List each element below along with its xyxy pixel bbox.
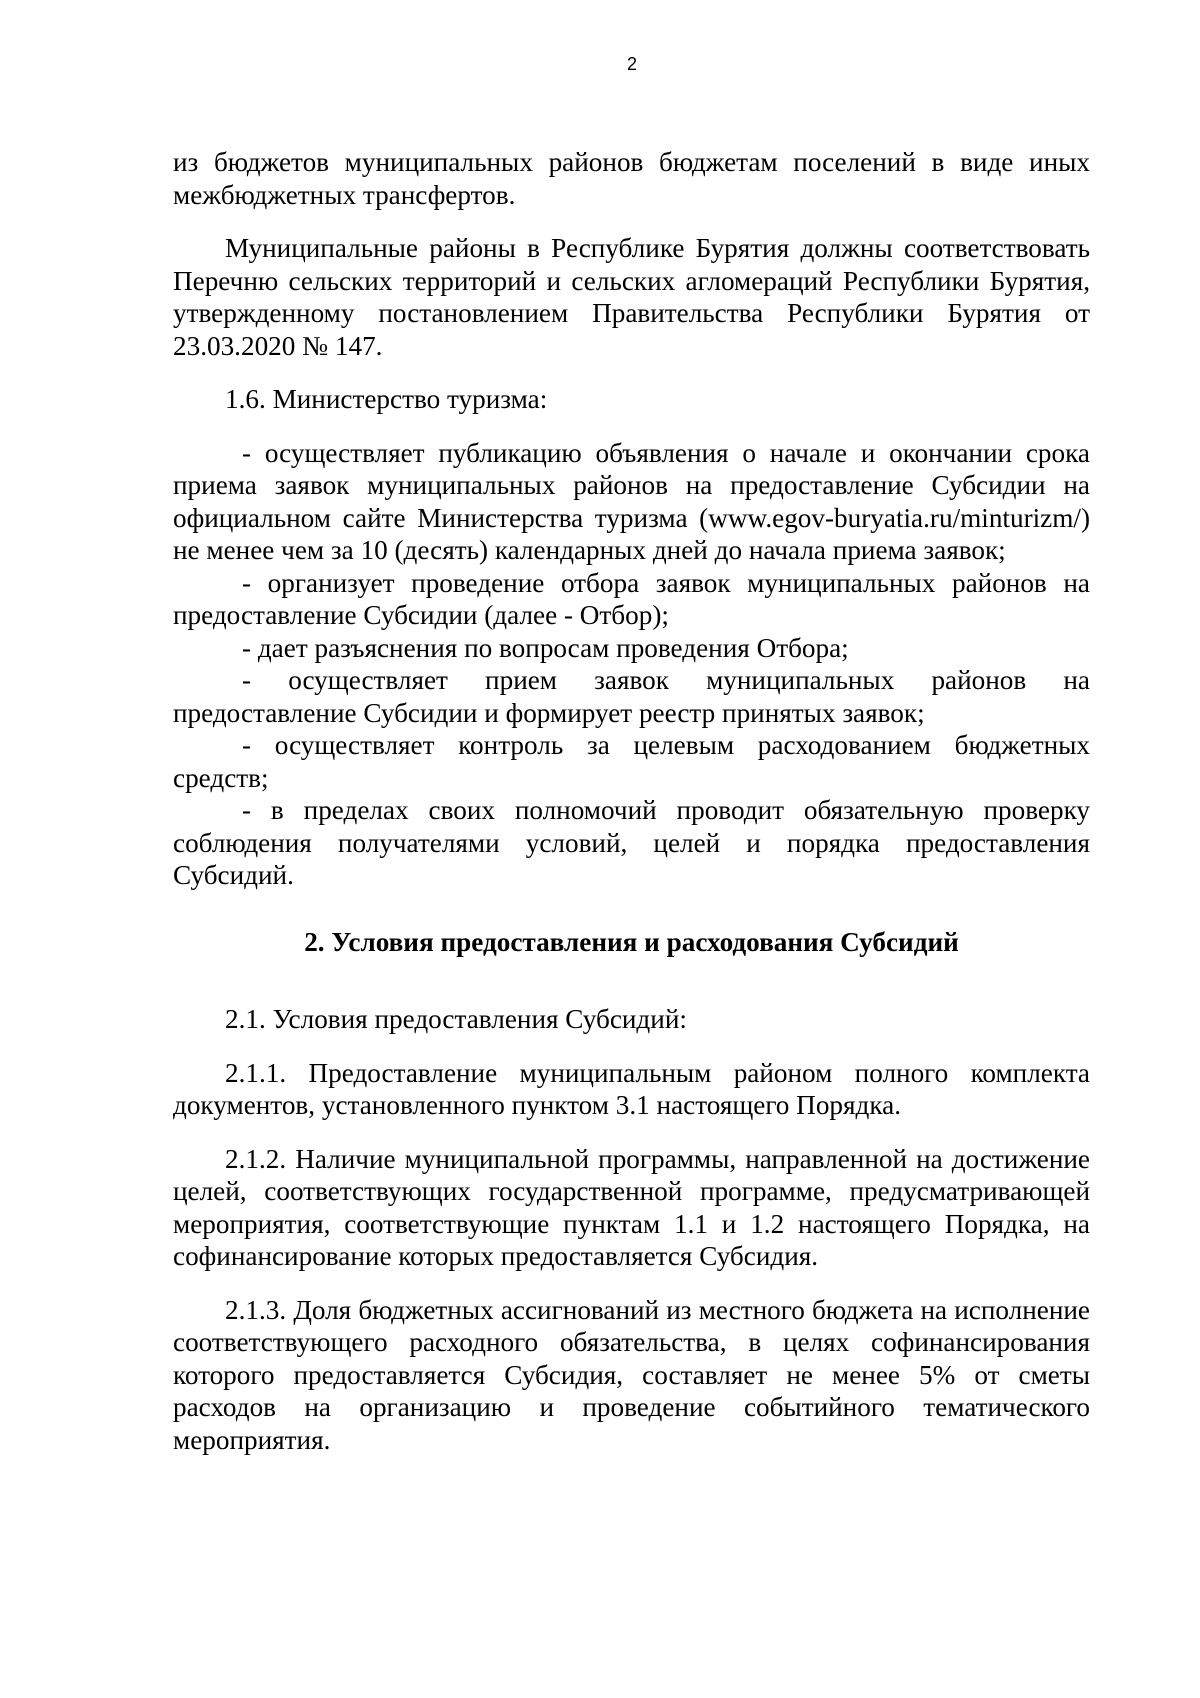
paragraph-municipal-districts: Муниципальные районы в Республике Бурятия должны соответствовать Перечню сельских территорий и сельских агломераций Республики Бурятия, утвержденному постановлением Правительства Республики Бурятия от 23.03.2020 № 147. xyxy=(173,233,1090,361)
paragraph-2-1-2: 2.1.2. Наличие муниципальной программы, направленной на достижение целей, соответствующих государственной программе, предусматривающей мероприятия, соответствующие пунктам 1.1 и 1.2 настоящего Порядка, на софинансирование которых предоставляется Субсидия. xyxy=(173,1143,1090,1271)
section-2-heading: 2. Условия предоставления и расходования Субсидий xyxy=(304,926,959,957)
paragraph-1-6-heading: 1.6. Министерство туризма: xyxy=(225,384,548,414)
list-item: - осуществляет контроль за целевым расходованием бюджетных средств; xyxy=(173,730,1090,793)
paragraph-2-1-3: 2.1.3. Доля бюджетных ассигнований из местного бюджета на исполнение соответствующего расходного обязательства, в целях софинансирования которого предоставляется Субсидия, составляет не менее 5% от сметы расходов на организацию и проведение событийного тематического мероприятия. xyxy=(173,1294,1090,1455)
list-item: - дает разъяснения по вопросам проведения Отбора; xyxy=(242,632,849,663)
list-item: - в пределах своих полномочий проводит обязательную проверку соблюдения получателями условий, целей и порядка предоставления Субсидий. xyxy=(173,795,1090,890)
list-item: - осуществляет прием заявок муниципальных районов на предоставление Субсидии и формирует реестр принятых заявок; xyxy=(173,665,1090,728)
list-ministry-duties xyxy=(173,437,1090,892)
paragraph-2-1-1: 2.1.1. Предоставление муниципальным районом полного комплекта документов, установленного пунктом 3.1 настоящего Порядка. xyxy=(173,1057,1090,1120)
list-item: - организует проведение отбора заявок муниципальных районов на предоставление Субсидии (далее - Отбор); xyxy=(173,567,1090,630)
page-number: 2 xyxy=(626,54,637,74)
document-body xyxy=(173,146,1090,1456)
paragraph-continuation: из бюджетов муниципальных районов бюджетам поселений в виде иных межбюджетных трансфертов. xyxy=(173,147,1090,210)
paragraph-2-1: 2.1. Условия предоставления Субсидий: xyxy=(225,1004,687,1034)
list-item: - осуществляет публикацию объявления о начале и окончании срока приема заявок муниципальных районов на предоставление Субсидии на официальном сайте Министерства туризма (www.egov-buryatia.ru/minturizm/) не менее чем за 10 (десять) календарных дней до начала приема заявок; xyxy=(173,437,1090,565)
